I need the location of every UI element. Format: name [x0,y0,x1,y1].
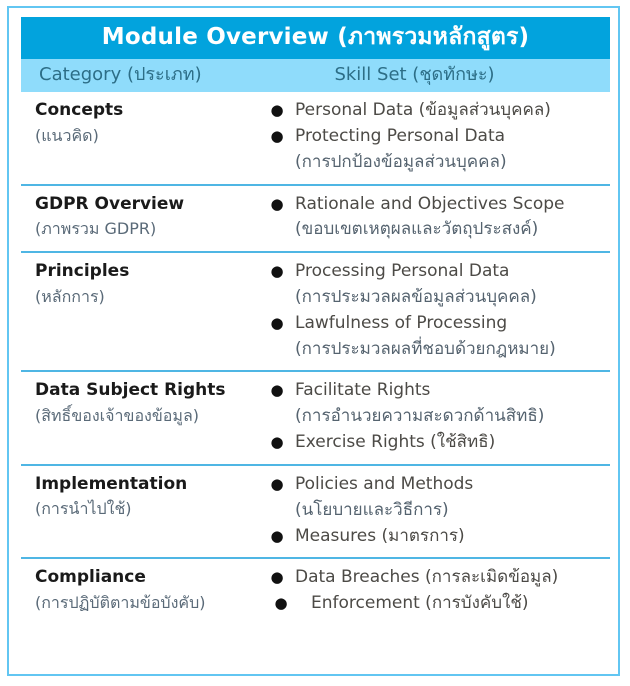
category-label-th: (ภาพรวม GDPR) [35,219,157,239]
category-label-en: GDPR Overview [35,193,185,214]
skill-label-continuation: (นโยบายและวิธีการ) [295,499,449,520]
skill-list-item [259,472,604,498]
skill-label: Processing Personal Data [295,261,510,282]
skill-label: Facilitate Rights [295,380,431,401]
table-row [21,253,610,372]
skill-set-cell [259,253,610,370]
skill-label: Personal Data (ข้อมูลส่วนบุคคล) [295,100,551,121]
bullet-icon: ● [270,568,284,587]
bullet-icon: ● [270,126,284,145]
column-header-category: Category (ประเภท) [39,64,202,86]
skill-label-continuation: (การประมวลผลข้อมูลส่วนบุคคล) [295,287,537,307]
category-cell [21,186,259,252]
category-cell [21,559,259,625]
skill-set-cell [259,466,610,557]
skill-list-item [259,311,604,337]
table-frame [7,6,620,676]
bullet-icon: ● [270,381,284,400]
skill-label: Protecting Personal Data [295,125,506,146]
category-cell [21,253,259,370]
skill-list-item [259,565,604,591]
category-label-th: (หลักการ) [35,286,105,306]
skill-list-item [259,524,604,550]
bullet-icon: ● [270,194,284,213]
skill-label: Enforcement (การบังคับใช้) [311,593,529,614]
skill-label-continuation: (ขอบเขตเหตุผลและวัตถุประสงค์) [295,219,539,240]
skill-label-continuation: (การปกป้องข้อมูลส่วนบุคคล) [295,151,507,172]
skill-label-continuation: (การประมวลผลที่ชอบด้วยกฎหมาย) [295,338,556,359]
skill-set-cell [259,186,610,252]
table-column-header-row [21,59,610,92]
skill-list-item [259,98,604,124]
skill-label: Policies and Methods [295,473,474,494]
skill-list-item [259,259,604,285]
skill-label: Data Breaches (การละเมิดข้อมูล) [295,567,559,588]
table-title: Module Overview (ภาพรวมหลักสูตร) [21,17,610,59]
category-label-en: Compliance [35,567,146,588]
skill-label-continuation: (การอำนวยความสะดวกด้านสิทธิ) [295,406,545,427]
skill-list-item [259,591,604,617]
category-label-th: (การปฏิบัติตามข้อบังคับ) [35,592,206,612]
table-row [21,92,610,185]
skill-label: Rationale and Objectives Scope [295,193,565,214]
skill-set-cell [259,92,610,183]
category-label-en: Concepts [35,100,124,121]
category-label-en: Implementation [35,473,188,494]
column-header-skill-set: Skill Set (ชุดทักษะ) [334,64,495,86]
skill-label: Lawfulness of Processing [295,312,508,333]
category-label-th: (การนำไปใช้) [35,499,132,519]
bullet-icon: ● [270,474,284,493]
skill-list-item [259,192,604,218]
skill-list-item [259,430,604,456]
table-row [21,372,610,465]
skill-list-item [259,124,604,150]
bullet-icon: ● [274,594,288,613]
skill-list-item [259,378,604,404]
table-row [21,466,610,559]
skill-set-cell [259,559,610,625]
table-body [21,92,610,625]
skill-set-cell [259,372,610,463]
skill-label: Measures (มาตรการ) [295,525,465,546]
bullet-icon: ● [270,313,284,332]
category-label-en: Principles [35,261,130,282]
table-row [21,559,610,625]
category-cell [21,372,259,463]
bullet-icon: ● [270,262,284,281]
category-label-en: Data Subject Rights [35,380,226,401]
category-cell [21,466,259,557]
bullet-icon: ● [270,433,284,452]
category-label-th: (แนวคิด) [35,125,99,145]
skill-label: Exercise Rights (ใช้สิทธิ) [295,432,496,453]
category-label-th: (สิทธิ์ของเจ้าของข้อมูล) [35,405,200,425]
bullet-icon: ● [270,526,284,545]
module-overview-table [21,17,610,625]
table-row [21,186,610,254]
bullet-icon: ● [270,101,284,120]
category-cell [21,92,259,183]
